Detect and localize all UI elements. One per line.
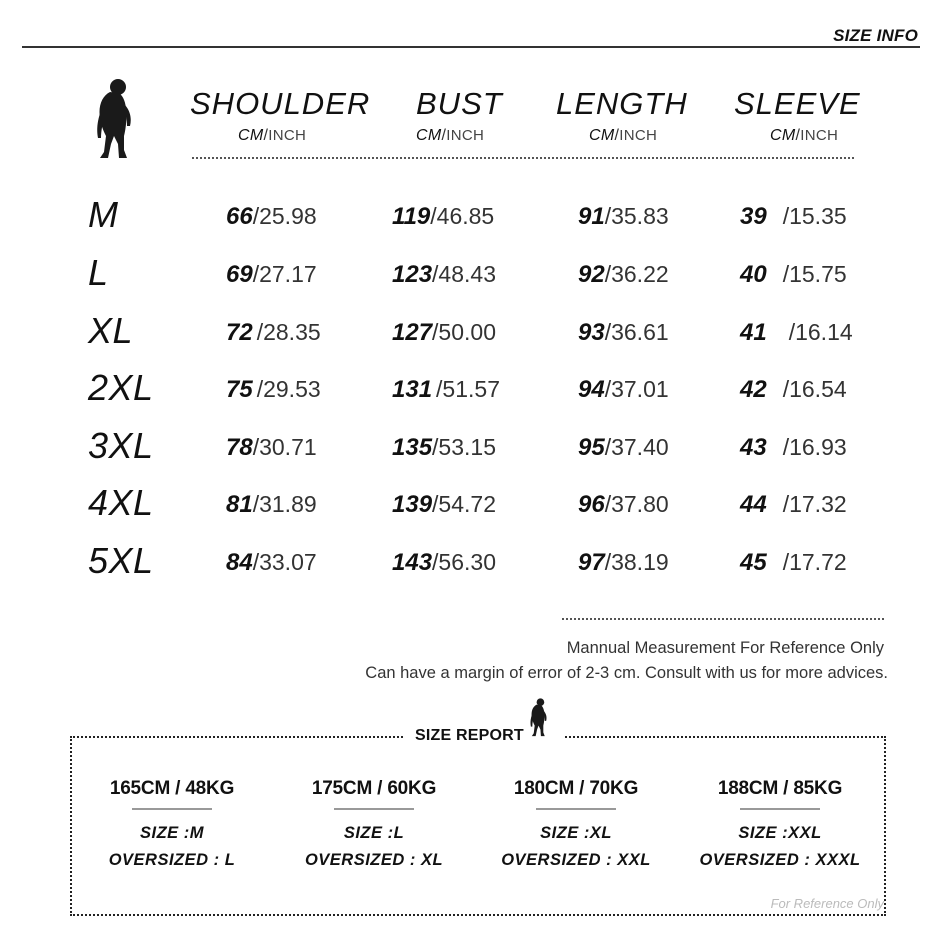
table-cell-bust: 139/54.72	[392, 491, 496, 518]
oversized-size: OVERSIZED : L	[108, 850, 236, 869]
header-rule	[22, 46, 920, 48]
ape-figure-icon	[528, 696, 550, 740]
unit-label-sleeve: CM/INCH	[770, 127, 839, 144]
oversized-size: OVERSIZED : XXXL	[699, 850, 861, 869]
column-header-bust: BUST	[416, 86, 503, 121]
table-cell-shoulder: 72 /28.35	[226, 319, 321, 346]
recommended-size: SIZE :M	[140, 823, 204, 842]
entry-divider	[334, 808, 414, 810]
table-cell-bust: 135/53.15	[392, 434, 496, 461]
table-cell-length: 92/36.22	[578, 261, 669, 288]
table-cell-length: 95/37.40	[578, 434, 669, 461]
size-report-entry	[74, 778, 270, 870]
table-cell-length: 91/35.83	[578, 203, 669, 230]
margin-of-error-note: Can have a margin of error of 2-3 cm. Consult with us for more advices.	[365, 664, 888, 682]
column-header-shoulder: SHOULDER	[190, 86, 371, 121]
size-info-title: SIZE INFO	[833, 26, 918, 45]
header-dotted-divider	[192, 157, 854, 159]
table-cell-bust: 123/48.43	[392, 261, 496, 288]
entry-divider	[132, 808, 212, 810]
footer-dotted-divider	[562, 618, 884, 620]
size-label: M	[88, 194, 119, 235]
unit-label-shoulder: CM/INCH	[238, 127, 307, 144]
ape-figure-icon	[92, 78, 138, 162]
table-cell-bust: 131 /51.57	[392, 376, 500, 403]
table-cell-length: 97/38.19	[578, 549, 669, 576]
table-cell-sleeve: 40 /15.75	[740, 261, 847, 288]
measurement-note: Mannual Measurement For Reference Only	[566, 639, 884, 657]
body-measurement: 165CM / 48KG	[109, 778, 235, 799]
table-cell-sleeve: 43 /16.93	[740, 434, 847, 461]
size-report-entry	[276, 778, 472, 870]
table-cell-shoulder: 69/27.17	[226, 261, 317, 288]
table-cell-sleeve: 44 /17.32	[740, 491, 847, 518]
table-cell-shoulder: 66/25.98	[226, 203, 317, 230]
recommended-size: SIZE :XL	[540, 823, 612, 842]
body-measurement: 180CM / 70KG	[513, 778, 639, 799]
table-cell-sleeve: 41 /16.14	[740, 319, 853, 346]
table-cell-length: 96/37.80	[578, 491, 669, 518]
size-report-entry	[682, 778, 878, 870]
table-cell-sleeve: 39 /15.35	[740, 203, 847, 230]
size-label: 3XL	[88, 425, 154, 466]
body-measurement: 188CM / 85KG	[717, 778, 843, 799]
size-label: XL	[88, 310, 134, 351]
size-label: L	[88, 252, 109, 293]
size-label: 2XL	[88, 367, 154, 408]
body-measurement: 175CM / 60KG	[311, 778, 437, 799]
table-cell-bust: 119/46.85	[392, 203, 495, 230]
column-header-length: LENGTH	[556, 86, 688, 121]
oversized-size: OVERSIZED : XXL	[501, 850, 651, 869]
entry-divider	[740, 808, 820, 810]
table-cell-shoulder: 84/33.07	[226, 549, 317, 576]
size-label: 5XL	[88, 540, 154, 581]
column-header-sleeve: SLEEVE	[734, 86, 861, 121]
table-cell-sleeve: 42 /16.54	[740, 376, 847, 403]
table-cell-bust: 127/50.00	[392, 319, 496, 346]
oversized-size: OVERSIZED : XL	[304, 850, 444, 869]
table-cell-shoulder: 81/31.89	[226, 491, 317, 518]
entry-divider	[536, 808, 616, 810]
table-cell-sleeve: 45 /17.72	[740, 549, 847, 576]
recommended-size: SIZE :L	[343, 823, 405, 842]
size-report-entry	[478, 778, 674, 870]
table-cell-shoulder: 78/30.71	[226, 434, 317, 461]
recommended-size: SIZE :XXL	[738, 823, 822, 842]
table-cell-length: 93/36.61	[578, 319, 669, 346]
unit-label-bust: CM/INCH	[416, 127, 485, 144]
table-cell-bust: 143/56.30	[392, 549, 496, 576]
reference-only-footnote: For Reference Only	[770, 896, 884, 911]
size-label: 4XL	[88, 482, 154, 523]
table-cell-length: 94/37.01	[578, 376, 669, 403]
unit-label-length: CM/INCH	[589, 127, 658, 144]
size-report-title: SIZE REPORT	[415, 727, 524, 744]
table-cell-shoulder: 75 /29.53	[226, 376, 321, 403]
